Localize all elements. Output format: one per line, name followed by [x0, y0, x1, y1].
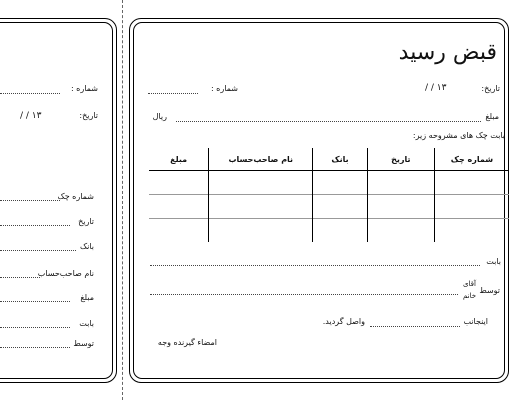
table-cell[interactable] — [209, 171, 313, 195]
stub-account-holder-line — [0, 277, 40, 278]
table-cell[interactable] — [149, 171, 209, 195]
table-cell[interactable] — [313, 171, 367, 195]
receipt-date-value: / / ۱۳ — [425, 83, 447, 93]
table-cell[interactable] — [209, 195, 313, 219]
col-check-number: شماره چک — [434, 148, 509, 171]
table-cell[interactable] — [367, 219, 434, 243]
stub-field-for: بابت — [79, 319, 94, 328]
table-cell[interactable] — [434, 195, 509, 219]
receipt-amount-label: مبلغ — [485, 112, 499, 121]
receipt-amount-line — [176, 121, 481, 122]
table-cell[interactable] — [149, 195, 209, 219]
receipt-number-line — [148, 93, 198, 94]
receipt-checks-intro: بابت چک های مشروحه زیر: — [412, 131, 505, 140]
col-bank: بانک — [313, 148, 367, 171]
receipt-currency: ریال — [152, 112, 167, 121]
col-account-holder: نام صاحب‌حساب — [209, 148, 313, 171]
receipt-confirm-suffix: واصل گردید. — [322, 317, 365, 326]
receipt-for-label: بابت — [486, 257, 501, 266]
checks-table — [149, 148, 509, 242]
stub-number-label: شماره : — [70, 84, 98, 93]
table-cell[interactable] — [434, 219, 509, 243]
stub-number-line — [0, 93, 60, 94]
table-row — [149, 219, 509, 243]
stub-by-line — [0, 347, 70, 348]
stub-field-bank: بانک — [79, 242, 94, 251]
receipt-by-line — [150, 294, 458, 295]
stub-field-check-number: شماره چک — [57, 192, 94, 201]
receipt-date-label: تاریخ: — [481, 84, 500, 93]
table-cell[interactable] — [209, 219, 313, 243]
stub-date-label: تاریخ: — [79, 111, 98, 120]
table-cell[interactable] — [313, 219, 367, 243]
stub-amount-line — [0, 301, 70, 302]
table-cell[interactable] — [367, 195, 434, 219]
col-amount: مبلغ — [149, 148, 209, 171]
stub-date-line — [0, 225, 70, 226]
stub-bank-line — [0, 250, 76, 251]
table-row — [149, 195, 509, 219]
receipt-title: قبض رسید — [398, 40, 497, 65]
stub-field-account-holder: نام صاحب‌حساب — [37, 269, 94, 278]
receipt-number-label: شماره : — [210, 84, 238, 93]
stub-field-amount: مبلغ — [80, 293, 94, 302]
receipt-confirm-line — [370, 326, 460, 327]
stub-date-value: / / ۱۳ — [20, 111, 42, 121]
receipt-confirm-prefix: اینجانب — [463, 317, 488, 326]
perforation-line — [122, 0, 123, 400]
table-cell[interactable] — [434, 171, 509, 195]
table-row — [149, 171, 509, 195]
receipt-by-option-mr: آقای — [463, 280, 476, 288]
stub-field-date: تاریخ — [78, 217, 94, 226]
stub-check-number-line — [0, 200, 60, 201]
receipt-by-option-mrs: خانم — [463, 292, 477, 300]
stub-field-by: توسط — [73, 339, 94, 348]
receipt-signature-label: امضاء گیرنده وجه — [157, 338, 217, 347]
table-cell[interactable] — [313, 195, 367, 219]
table-cell[interactable] — [367, 171, 434, 195]
col-date: تاریخ — [367, 148, 434, 171]
table-cell[interactable] — [149, 219, 209, 243]
receipt-for-line — [150, 265, 480, 266]
stub-for-line — [0, 327, 70, 328]
receipt-by-label: توسط — [479, 286, 500, 295]
